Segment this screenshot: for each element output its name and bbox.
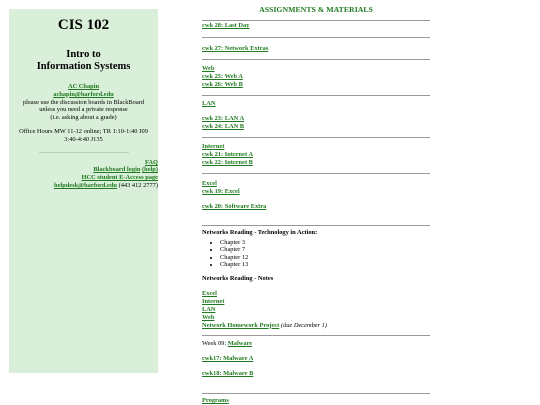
cwk19-link[interactable]: cwk 19: Excel xyxy=(202,187,240,195)
notes-web-link[interactable]: Web xyxy=(202,313,215,321)
web-link[interactable]: Web xyxy=(202,64,215,72)
homework-project-row xyxy=(202,322,430,330)
contact-note-2: unless you need a private response xyxy=(39,106,128,114)
divider xyxy=(202,225,430,226)
divider xyxy=(202,95,430,96)
week09-row xyxy=(202,340,430,348)
malware-link[interactable]: Malware xyxy=(227,340,253,348)
eaccess-link[interactable]: HCC student E-Access page xyxy=(81,174,158,182)
chapter-list xyxy=(202,239,430,269)
section-malware xyxy=(202,340,430,378)
main-content xyxy=(202,0,430,405)
divider xyxy=(202,59,430,60)
lan-link[interactable]: LAN xyxy=(202,99,216,107)
sidebar-divider xyxy=(39,152,129,153)
cwk27-link[interactable]: cwk 27: Network Extras xyxy=(202,44,269,52)
section-internet xyxy=(202,143,430,167)
section-networks-reading xyxy=(202,229,430,330)
cwk20-link[interactable]: cwk 20: Software Extra xyxy=(202,202,267,210)
blackboard-login-link[interactable]: Blackboard login xyxy=(93,166,141,174)
section-programs xyxy=(202,397,430,405)
list-item: • Chapter 12 xyxy=(220,254,430,262)
section-lan xyxy=(202,100,430,132)
cwk28-link[interactable]: cwk 28: Last Day xyxy=(202,22,250,29)
homework-due-date: (due December 1) xyxy=(280,321,328,329)
course-title xyxy=(9,49,158,73)
divider xyxy=(202,393,430,394)
section-network-extras xyxy=(202,45,430,53)
blackboard-help-link[interactable]: (help) xyxy=(142,166,158,174)
helpdesk-phone: (443 412 2777) xyxy=(118,181,158,189)
cwk21-link[interactable]: cwk 21: Internet A xyxy=(202,151,253,159)
course-code: CIS 102 xyxy=(57,17,110,33)
list-item: • Chapter 3 xyxy=(220,239,430,247)
notes-lan-link[interactable]: LAN xyxy=(202,305,216,313)
divider xyxy=(202,20,430,21)
notes-excel-link[interactable]: Excel xyxy=(202,289,217,297)
homework-project-link[interactable]: Network Homework Project xyxy=(202,321,280,329)
cwk22-link[interactable]: cwk 22: Internet B xyxy=(202,159,253,167)
course-title-line-2: Information Systems xyxy=(36,61,131,72)
week09-label: Week 09: xyxy=(202,340,228,348)
office-hours-line-1: Office Hours MW 11-12 online; TR 1:10-1:40 J09 xyxy=(19,127,148,135)
instructor-contact xyxy=(9,83,158,122)
course-title-line-1: Intro to xyxy=(66,49,101,60)
cwk18-link[interactable]: cwk18: Malware B xyxy=(202,370,254,378)
contact-note-3: (i.e. asking about a grade) xyxy=(50,114,117,122)
reading-notes-heading: Networks Reading - Notes xyxy=(202,274,274,282)
office-hours-line-2: 3:40-4:40 J135 xyxy=(64,135,103,143)
section-excel xyxy=(202,180,430,211)
cwk23-link[interactable]: cwk 23: LAN A xyxy=(202,115,245,123)
divider xyxy=(202,173,430,174)
divider xyxy=(202,37,430,38)
list-item: • Chapter 13 xyxy=(220,261,430,269)
cwk26-link[interactable]: cwk 26: Web B xyxy=(202,80,243,88)
notes-internet-link[interactable]: Internet xyxy=(202,297,225,305)
programs-link[interactable]: Programs xyxy=(202,397,229,405)
sidebar xyxy=(9,9,158,373)
cwk25-link[interactable]: cwk 25: Web A xyxy=(202,72,243,80)
contact-note-1: please use the discussion boards in BlackBoard xyxy=(22,98,145,106)
section-last-day xyxy=(202,22,430,30)
cwk17-link[interactable]: cwk17: Malware A xyxy=(202,355,254,363)
helpdesk-email-link[interactable]: helpdesk@harford.edu xyxy=(54,181,117,189)
instructor-email-link[interactable]: achapin@harford.edu xyxy=(53,90,114,98)
cwk24-link[interactable]: cwk 24: LAN B xyxy=(202,123,245,131)
internet-link[interactable]: Internet xyxy=(202,143,225,151)
divider xyxy=(202,137,430,138)
sidebar-links xyxy=(9,159,158,190)
reading-tech-heading: Networks Reading - Technology in Action: xyxy=(202,228,318,236)
faq-link[interactable]: FAQ xyxy=(144,158,158,166)
list-item: • Chapter 7 xyxy=(220,246,430,254)
office-hours xyxy=(9,128,158,144)
divider xyxy=(202,335,430,336)
section-web xyxy=(202,65,430,89)
page-title: ASSIGNMENTS & MATERIALS xyxy=(259,5,373,14)
excel-link[interactable]: Excel xyxy=(202,179,217,187)
instructor-name-link[interactable]: AC Chapin xyxy=(67,83,100,90)
